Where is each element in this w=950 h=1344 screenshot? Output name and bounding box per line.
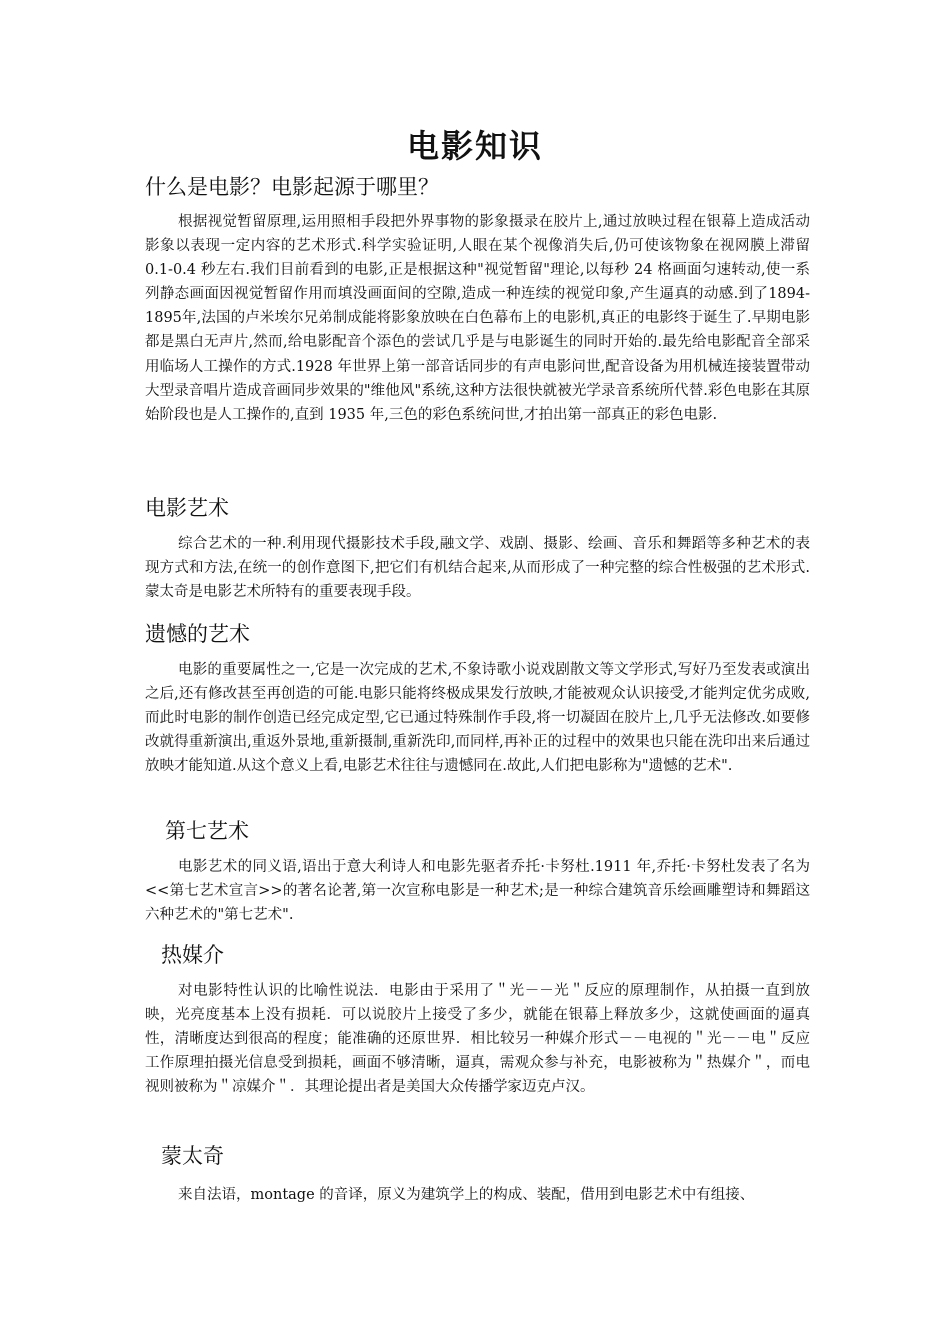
section-hot-medium [145,940,810,1099]
section-heading: 蒙太奇 [161,1144,224,1168]
section-paragraph: 对电影特性认识的比喻性说法．电影由于采用了＂光－－光＂反应的原理制作，从拍摄一直到放映，光亮度基本上没有损耗．可以说胶片上接受了多少，就能在银幕上释放多少，这就使画面的逼真性，清晰度达到很高的程度；能准确的还原世界．相比较另一种媒介形式－－电视的＂光－－电＂反应工作原理拍摄光信息受到损耗，画面不够清晰，逼真，需观众参与补充，电影被称为＂热媒介＂，而电视则被称为＂凉媒介＂．其理论提出者是美国大众传播学家迈克卢汉。 [145,983,810,1096]
section-montage [145,1141,810,1207]
section-what-is-film [145,172,810,427]
section-heading: 热媒介 [161,943,224,967]
section-art-of-regret [145,619,810,778]
section-heading: 电影艺术 [145,496,229,520]
page-title: 电影知识 [406,127,543,166]
section-heading: 第七艺术 [165,819,249,843]
section-paragraph: 根据视觉暂留原理,运用照相手段把外界事物的影象摄录在胶片上,通过放映过程在银幕上造成活动影象以表现一定内容的艺术形式.科学实验证明,人眼在某个视像消失后,仍可使该物象在视网膜上滞留 0.1-0.4 秒左右.我们目前看到的电影,正是根据这种"视觉暂留"理论,以每秒 24 格画面匀速转动,使一系列静态画面因视觉暂留作用而填没画面间的空隙,造成一种连续的视觉印象,产生逼真的动感.到了1894-1895年,法国的卢米埃尔兄弟制成能将影象放映在白色幕布上的电影机,真正的电影终于诞生了.早期电影都是黑白无声片,然而,给电影配音个添色的尝试几乎是与电影诞生的同时开始的.最先给电影配音全部采用临场人工操作的方式.1928 年世界上第一部音话同步的有声电影问世,配音设备为用机械连接装置带动大型录音唱片造成音画同步效果的"维他风"系统,这种方法很快就被光学录音系统所代替.彩色电影在其原始阶段也是人工操作的,直到 1935 年,三色的彩色系统问世,才拍出第一部真正的彩色电影. [145,214,810,423]
section-film-art [145,493,810,604]
section-heading: 遗憾的艺术 [145,622,250,646]
section-paragraph: 电影艺术的同义语,语出于意大利诗人和电影先驱者乔托·卡努杜.1911 年,乔托·卡努杜发表了名为<<第七艺术宣言>>的著名论著,第一次宣称电影是一种艺术;是一种综合建筑音乐绘画雕塑诗和舞蹈这六种艺术的"第七艺术". [145,859,810,924]
section-paragraph: 来自法语，montage 的音译，原义为建筑学上的构成、装配，借用到电影艺术中有组接、 [178,1187,755,1203]
section-heading: 什么是电影？电影起源于哪里？ [145,175,439,199]
section-seventh-art [145,816,810,927]
section-paragraph: 综合艺术的一种.利用现代摄影技术手段,融文学、戏剧、摄影、绘画、音乐和舞蹈等多种艺术的表现方式和方法,在统一的创作意图下,把它们有机结合起来,从而形成了一种完整的综合性极强的艺术形式.蒙太奇是电影艺术所特有的重要表现手段。 [145,536,810,601]
section-paragraph: 电影的重要属性之一,它是一次完成的艺术,不象诗歌小说戏剧散文等文学形式,写好乃至发表或演出之后,还有修改甚至再创造的可能.电影只能将终极成果发行放映,才能被观众认识接受,才能判定优劣成败,而此时电影的制作创造已经完成定型,它已通过特殊制作手段,将一切凝固在胶片上,几乎无法修改.如要修改就得重新演出,重返外景地,重新摄制,重新洗印,而同样,再补正的过程中的效果也只能在洗印出来后通过放映才能知道.从这个意义上看,电影艺术往往与遗憾同在.故此,人们把电影称为"遗憾的艺术". [145,662,810,775]
